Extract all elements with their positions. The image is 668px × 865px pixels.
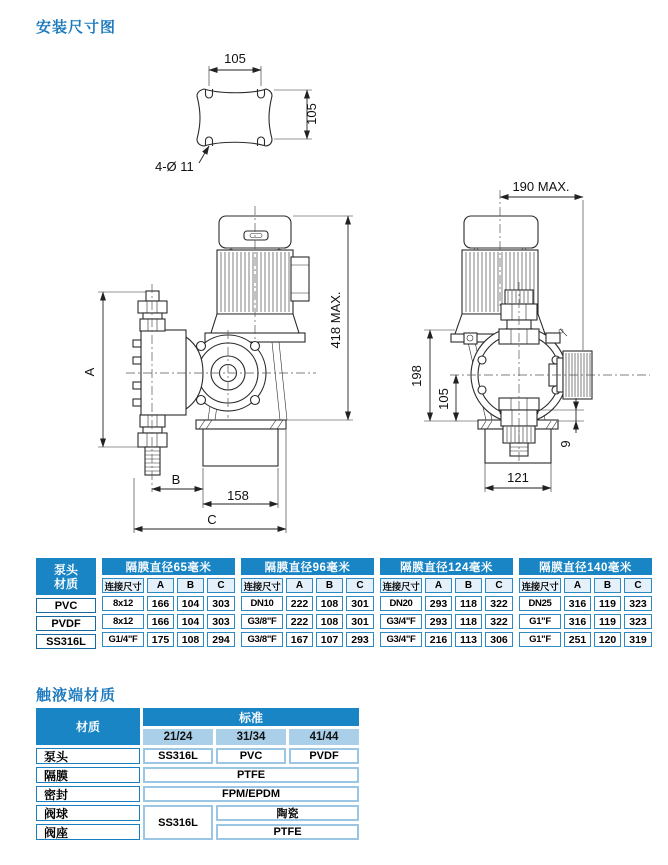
table-cell: G1"F: [519, 632, 561, 647]
column-header: A: [425, 578, 452, 593]
table-cell: 118: [455, 614, 482, 629]
pump-head-material-column: [36, 558, 96, 649]
table-cell: 167: [286, 632, 313, 647]
dim-side-height-1: 198: [409, 365, 424, 387]
table-cell: 8x12: [102, 614, 144, 629]
table-cell: 113: [455, 632, 482, 647]
table-cell: DN20: [380, 596, 422, 611]
size-header-21-24: 21/24: [143, 729, 213, 745]
dim-side-base-width: 121: [507, 470, 529, 485]
dimension-table-96mm: 隔膜直径96毫米 连接尺寸 A B C DN10 222 108 301 G3/8"F 222 108 301 G3/8"F 167 107 293: [241, 558, 374, 647]
table-cell: 8x12: [102, 596, 144, 611]
table-cell: 107: [316, 632, 343, 647]
table-cell: PTFE: [143, 767, 359, 783]
table-cell: 323: [624, 596, 652, 611]
material-pvdf: PVDF: [36, 616, 96, 631]
table-cell: PVC: [216, 748, 286, 764]
pump-head-material-header: 泵头 材质: [36, 558, 96, 595]
pump-side-view-drawing: [409, 179, 650, 492]
dim-front-c: C: [207, 512, 217, 527]
table-cell: 108: [316, 614, 343, 629]
table-cell: DN25: [519, 596, 561, 611]
table-cell: 222: [286, 614, 313, 629]
table-cell: 118: [455, 596, 482, 611]
section-title-installation-dimensions: 安装尺寸图: [36, 19, 117, 36]
table-cell: 166: [147, 596, 174, 611]
table-cell: 166: [147, 614, 174, 629]
column-header: 连接尺寸: [380, 578, 422, 593]
column-header: C: [485, 578, 513, 593]
table-cell: G3/8"F: [241, 632, 283, 647]
table-cell: 322: [485, 614, 513, 629]
table-cell: G1/4"F: [102, 632, 144, 647]
table-cell: 120: [594, 632, 621, 647]
table-cell: 251: [564, 632, 591, 647]
table-cell: 104: [177, 614, 204, 629]
table-cell: 175: [147, 632, 174, 647]
dim-front-total-height: 418 MAX.: [328, 291, 343, 349]
table-cell: 104: [177, 596, 204, 611]
column-header: B: [316, 578, 343, 593]
table-cell: 322: [485, 596, 513, 611]
table-cell: 293: [425, 614, 452, 629]
column-header: A: [564, 578, 591, 593]
column-header: C: [346, 578, 374, 593]
table-cell: 216: [425, 632, 452, 647]
dimension-tables: [36, 558, 652, 649]
material-ss316l: SS316L: [36, 634, 96, 649]
section-title-wetted-end-materials: 触液端材质: [36, 687, 117, 704]
table-cell: 222: [286, 596, 313, 611]
table-cell: G3/4"F: [380, 614, 422, 629]
table-cell: 301: [346, 614, 374, 629]
dim-front-b: B: [171, 472, 181, 487]
dim-front-base-width: 158: [227, 488, 249, 503]
table-cell: 293: [346, 632, 374, 647]
dim-side-total-width: 190 MAX.: [512, 179, 570, 194]
material-pvc: PVC: [36, 598, 96, 613]
standard-header: 标准: [143, 708, 359, 726]
dimension-table-65mm: 隔膜直径65毫米 连接尺寸 A B C 8x12 166 104 303 8x12 166 104 303 G1/4"F 175 108 294: [102, 558, 235, 647]
material-column-header: 材质: [36, 708, 140, 745]
pump-front-view-drawing: [82, 206, 353, 533]
table-cell: 108: [316, 596, 343, 611]
table-cell: 301: [346, 596, 374, 611]
table-cell: 119: [594, 596, 621, 611]
wetted-end-material-table: [36, 708, 359, 840]
dim-mounting-holes: 4-Ø 11: [155, 159, 194, 174]
column-header: B: [594, 578, 621, 593]
row-label-valve-ball: 阀球: [36, 805, 140, 821]
dim-base-plate-width: 105: [224, 51, 246, 66]
column-header: A: [147, 578, 174, 593]
table-cell: 323: [624, 614, 652, 629]
table-cell: 316: [564, 614, 591, 629]
column-header: C: [624, 578, 652, 593]
table-cell: 293: [425, 596, 452, 611]
size-header-41-44: 41/44: [289, 729, 359, 745]
table-cell: PVDF: [289, 748, 359, 764]
table-cell: G3/8"F: [241, 614, 283, 629]
column-header: C: [207, 578, 235, 593]
table-cell: 303: [207, 614, 235, 629]
size-header-31-34: 31/34: [216, 729, 286, 745]
table-cell: G1"F: [519, 614, 561, 629]
table-cell: 108: [177, 632, 204, 647]
dim-front-a: A: [82, 367, 97, 377]
table-cell: 294: [207, 632, 235, 647]
row-label-seal: 密封: [36, 786, 140, 802]
table-cell: 119: [594, 614, 621, 629]
dim-base-plate-height: 105: [304, 103, 319, 125]
table-cell: 316: [564, 596, 591, 611]
table-cell: PTFE: [216, 824, 359, 840]
table-cell: 303: [207, 596, 235, 611]
table-cell: 陶瓷: [216, 805, 359, 821]
table-cell: G3/4"F: [380, 632, 422, 647]
table-cell: SS316L: [143, 805, 213, 840]
dim-side-height-2: 105: [436, 388, 451, 410]
dimension-table-140mm: 隔膜直径140毫米 连接尺寸 A B C DN25 316 119 323 G1"F 316 119 323 G1"F 251 120 319: [519, 558, 652, 647]
dim-side-offset: 9: [558, 440, 573, 448]
dimension-table-124mm: 隔膜直径124毫米 连接尺寸 A B C DN20 293 118 322 G3/4"F 293 118 322 G3/4"F 216 113 306: [380, 558, 513, 647]
column-header: A: [286, 578, 313, 593]
table-cell: 306: [485, 632, 513, 647]
row-label-diaphragm: 隔膜: [36, 767, 140, 783]
column-header: B: [177, 578, 204, 593]
row-label-pump-head: 泵头: [36, 748, 140, 764]
table-cell: DN10: [241, 596, 283, 611]
table-cell: SS316L: [143, 748, 213, 764]
column-header: 连接尺寸: [241, 578, 283, 593]
column-header: 连接尺寸: [102, 578, 144, 593]
row-label-valve-seat: 阀座: [36, 824, 140, 840]
base-plate-drawing: [155, 51, 319, 174]
column-header: 连接尺寸: [519, 578, 561, 593]
column-header: B: [455, 578, 482, 593]
table-cell: FPM/EPDM: [143, 786, 359, 802]
table-cell: 319: [624, 632, 652, 647]
